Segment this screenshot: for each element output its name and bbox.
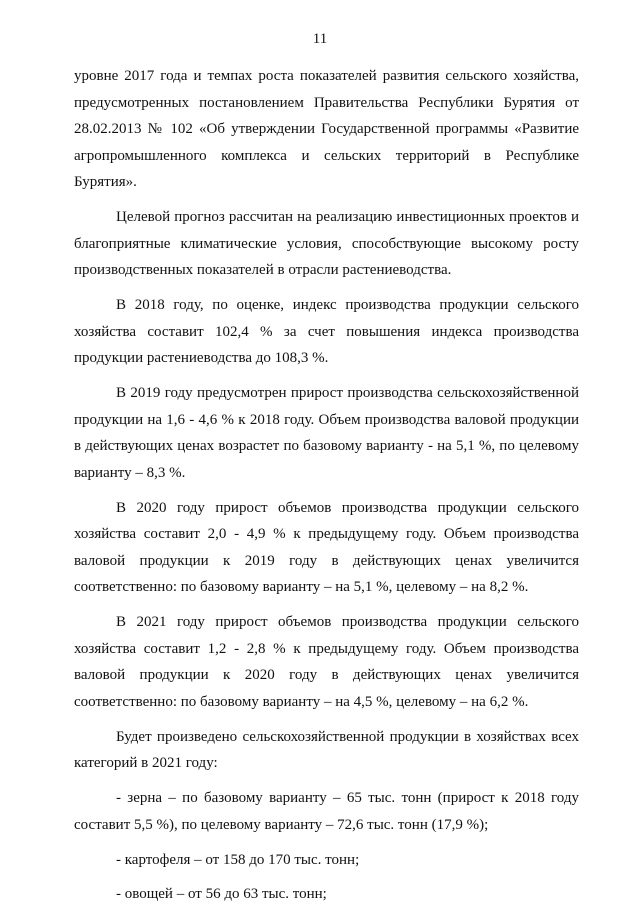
paragraph-2021-forecast: В 2021 году прирост объемов производства продукции сельского хозяйства составит 1,2 - 2,8 % к предыдущему году. Объем производства валовой продукции к 2020 году в действующих ценах увеличится соответственно: по базовому варианту – на 4,5 %, целевому – на 6,2 %. xyxy=(74,614,579,710)
list-item-vegetables: - овощей – от 56 до 63 тыс. тонн; xyxy=(116,886,327,903)
paragraph-2018-estimate: В 2018 году, по оценке, индекс производства продукции сельского хозяйства составит 102,4 % за счет повышения индекса производства продукции растениеводства до 108,3 %. xyxy=(74,297,579,367)
list-item-grain: - зерна – по базовому варианту – 65 тыс. тонн (прирост к 2018 году составит 5,5 %), по целевому варианту – 72,6 тыс. тонн (17,9 %); xyxy=(74,790,579,833)
list-item-potatoes: - картофеля – от 158 до 170 тыс. тонн; xyxy=(116,851,360,868)
paragraph-2020-forecast: В 2020 году прирост объемов производства продукции сельского хозяйства составит 2,0 - 4,9 % к предыдущему году. Объем производства валовой продукции к 2019 году в действующих ценах увеличится соответственно: по базовому варианту – на 5,1 %, целевому – на 8,2 %. xyxy=(74,499,579,596)
paragraph-target-forecast: Целевой прогноз рассчитан на реализацию инвестиционных проектов и благоприятные климатические условия, способствующие высокому росту производственных показателей в отрасли растениеводства. xyxy=(74,209,579,279)
paragraph-continued-from-previous-page: уровне 2017 года и темпах роста показателей развития сельского хозяйства, предусмотренных постановлением Правительства Республики Бурятия от 28.02.2013 № 102 «Об утверждении Государственной программы «Развитие агропромышленного комплекса и сельских территорий в Республике Бурятия». xyxy=(74,68,579,191)
paragraph-production-intro: Будет произведено сельскохозяйственной продукции в хозяйствах всех категорий в 2021 году: xyxy=(74,728,579,772)
page-number: 11 xyxy=(312,31,328,47)
document-body xyxy=(74,63,579,916)
paragraph-2019-forecast: В 2019 году предусмотрен прирост производства сельскохозяйственной продукции на 1,6 - 4,6 % к 2018 году. Объем производства валовой продукции в действующих ценах возрастет по базовому варианту - на 5,1 %, по целевому варианту – 8,3 %. xyxy=(74,385,579,481)
